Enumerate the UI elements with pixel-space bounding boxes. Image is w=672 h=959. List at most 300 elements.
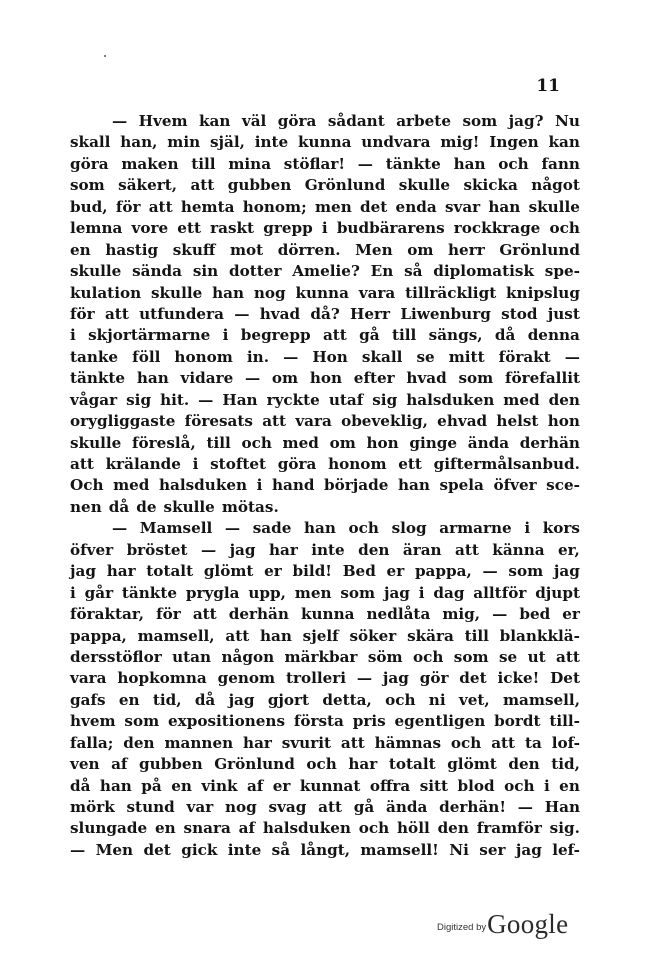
word: —	[357, 154, 373, 173]
word: pappa,	[414, 562, 472, 581]
word: stod	[501, 304, 538, 323]
digitization-attribution	[437, 906, 577, 938]
word: jag	[515, 840, 542, 859]
word: men	[314, 197, 352, 216]
text-line	[70, 583, 580, 604]
word: jag?	[508, 112, 544, 130]
word: af	[111, 755, 128, 774]
word: han	[259, 626, 292, 645]
word: det	[359, 197, 388, 216]
word: honom;	[242, 197, 307, 216]
word: hit.	[160, 390, 190, 409]
word: utfundera	[139, 304, 224, 323]
word: mamsell,	[502, 690, 580, 709]
word: ta	[524, 733, 542, 752]
word: skära	[407, 626, 454, 645]
text-line	[70, 411, 580, 432]
word: —	[283, 347, 299, 366]
word: skuff	[172, 240, 216, 259]
word: sådant	[327, 112, 385, 130]
word: har	[348, 755, 378, 774]
word: att	[148, 197, 173, 216]
word: kulation	[70, 283, 142, 302]
word: icke!	[497, 669, 540, 688]
word: expositionens	[168, 712, 285, 731]
word: och	[385, 690, 416, 709]
word: för	[70, 304, 95, 323]
word: skulle	[70, 433, 122, 452]
word: hand	[271, 476, 315, 495]
word: blod	[457, 776, 495, 795]
word: föll	[132, 347, 161, 366]
word: En	[370, 262, 394, 281]
word: i	[192, 455, 199, 473]
word: Amelie?	[292, 262, 360, 281]
word: på	[141, 776, 162, 795]
word: nog	[224, 798, 257, 816]
word: som	[70, 176, 105, 195]
word: märkbar	[284, 647, 358, 666]
word: en	[154, 819, 176, 838]
word: sade	[252, 519, 292, 538]
word: kunna	[300, 605, 355, 624]
word: i	[418, 583, 425, 602]
word: tänkte	[70, 369, 126, 388]
word: har	[268, 540, 298, 559]
word: och	[504, 776, 535, 795]
word: pappa,	[70, 626, 127, 645]
word: skulle	[528, 197, 580, 216]
word: och	[241, 433, 272, 452]
text-line	[70, 325, 580, 346]
text-line	[70, 197, 580, 218]
word: slog	[391, 519, 427, 538]
word: glömt	[203, 562, 254, 581]
word: men	[294, 583, 332, 602]
word: vågar	[70, 390, 118, 409]
word: vara	[295, 412, 332, 431]
word: er	[562, 605, 580, 624]
word: inte	[254, 133, 289, 152]
text-line	[70, 497, 580, 518]
word: —	[200, 540, 217, 559]
word: bed	[519, 605, 551, 624]
word: hvem	[70, 712, 116, 731]
word: med	[503, 390, 540, 409]
word: det	[143, 840, 171, 859]
word: något	[531, 176, 580, 195]
word: Ni	[449, 840, 469, 859]
text-line	[70, 540, 580, 561]
word: se	[416, 347, 435, 366]
word: totalt	[146, 562, 194, 581]
word: till	[191, 154, 216, 173]
word: mot	[229, 240, 264, 259]
word: höll	[397, 819, 430, 838]
word: svar	[444, 197, 481, 216]
word: de	[136, 497, 157, 516]
word: in.	[246, 347, 270, 366]
word: ett	[177, 219, 201, 238]
word: ser	[479, 840, 506, 859]
word: totalt	[388, 755, 436, 774]
word: långt,	[300, 840, 351, 859]
word: nen	[70, 497, 102, 516]
word: derhän	[519, 433, 580, 452]
word: derhän!	[439, 798, 507, 816]
word: att	[491, 733, 516, 752]
word: skulle	[70, 262, 122, 281]
word: som	[508, 562, 544, 581]
word: —	[112, 519, 128, 538]
word: förefallit	[504, 369, 580, 388]
word: undvara	[361, 133, 431, 152]
word: han,	[120, 133, 158, 152]
word: med	[113, 476, 150, 495]
word: i	[543, 776, 550, 795]
word: hon	[547, 412, 580, 431]
word: mörk	[70, 798, 115, 816]
word: —	[70, 840, 86, 859]
word: bordt	[494, 712, 541, 731]
word: vet,	[458, 690, 490, 709]
word: han	[488, 197, 521, 216]
text-line	[70, 561, 580, 582]
word: väl	[241, 112, 267, 130]
word: krälande	[105, 455, 181, 473]
word: hämnas	[374, 733, 442, 752]
word: stund	[126, 798, 175, 816]
word: för	[156, 605, 181, 624]
word: blankklä-	[499, 626, 580, 645]
word: —	[244, 369, 261, 388]
word: och	[306, 755, 337, 774]
google-wordmark: Google	[487, 909, 569, 939]
text-line	[70, 818, 580, 839]
word: svurit	[281, 733, 332, 752]
word: Han	[544, 798, 580, 816]
word: skall	[361, 347, 403, 366]
word: förakt	[498, 347, 551, 366]
word: halsduken	[158, 476, 248, 495]
word: dotter	[229, 262, 282, 281]
word: sitt	[419, 776, 449, 795]
word: var	[186, 798, 214, 816]
word: att	[225, 626, 250, 645]
word: Mamsell	[139, 519, 213, 538]
word: trolleri	[285, 669, 347, 688]
word: sin	[192, 262, 219, 281]
word: er	[264, 562, 282, 581]
word: ut	[527, 647, 546, 666]
word: mig!	[440, 133, 480, 152]
word: kors	[542, 519, 580, 538]
word: att	[104, 304, 129, 323]
text-line	[70, 754, 580, 775]
word: honom	[174, 347, 233, 366]
word: af	[238, 819, 256, 838]
text-line	[70, 261, 580, 282]
word: tid,	[152, 690, 182, 709]
word: mamsell!	[360, 840, 439, 859]
word: en	[559, 776, 580, 795]
text-line	[70, 668, 580, 689]
word: upp,	[248, 583, 286, 602]
word: stöflar!	[283, 154, 346, 173]
word: —	[482, 562, 498, 581]
word: kunnat	[299, 776, 361, 795]
word: och	[358, 819, 390, 838]
word: tid,	[551, 755, 580, 774]
word: han	[99, 776, 132, 795]
word: af	[246, 776, 264, 795]
text-line	[70, 283, 580, 304]
word: diplomatisk	[433, 262, 534, 281]
word: —	[564, 347, 580, 366]
word: känna	[492, 540, 545, 559]
word: helst	[496, 412, 539, 431]
text-line	[70, 776, 580, 797]
word: hvad	[406, 369, 447, 388]
word: vore	[131, 219, 169, 238]
word: svag	[268, 798, 307, 816]
word: inte	[311, 540, 345, 559]
word: den	[437, 819, 469, 838]
word: ni	[428, 690, 446, 709]
word: öfver	[70, 540, 114, 559]
word: raskt	[210, 219, 255, 238]
word: mannen	[164, 733, 234, 752]
word: söm	[367, 647, 403, 666]
word: att	[556, 647, 580, 666]
word: —	[112, 112, 128, 130]
word: er	[386, 562, 405, 581]
word: vara	[358, 283, 396, 302]
word: en	[118, 690, 140, 709]
word: Men	[95, 840, 134, 859]
text-line	[70, 840, 580, 861]
word: giftermålsanbud.	[433, 455, 580, 473]
word: göra	[70, 154, 109, 173]
word: i	[222, 326, 229, 345]
word: han	[303, 519, 336, 538]
word: och	[348, 519, 379, 538]
word: att	[192, 605, 217, 624]
text-line	[70, 175, 580, 196]
word: om	[329, 433, 356, 452]
word: Liwenburg	[400, 304, 491, 323]
word: Grönlund	[214, 755, 295, 774]
word: går	[84, 583, 114, 602]
word: Men	[355, 240, 393, 259]
word: ända	[467, 433, 510, 452]
word: bild!	[292, 562, 332, 581]
word: och	[498, 154, 529, 173]
word: gör	[419, 669, 449, 688]
word: ryckte	[266, 390, 320, 409]
word: vink	[201, 776, 238, 795]
word: som	[458, 369, 494, 388]
word: mötas.	[221, 497, 279, 516]
word: ginge	[409, 433, 458, 452]
word: och	[450, 733, 482, 752]
word: skulle	[163, 497, 215, 516]
word: att	[322, 326, 347, 345]
text-line	[70, 218, 580, 239]
word: skall	[70, 133, 111, 152]
word: inte	[227, 840, 262, 859]
word: —	[198, 390, 214, 409]
word: hastig	[105, 240, 159, 259]
text-line	[70, 690, 580, 711]
word: han	[453, 154, 486, 173]
word: att	[190, 176, 215, 195]
word: dag	[433, 583, 465, 602]
speck-mark	[104, 55, 106, 57]
word: enda	[395, 197, 437, 216]
word: han	[212, 283, 245, 302]
word: —	[517, 798, 533, 816]
word: den	[548, 390, 580, 409]
word: sig	[372, 390, 398, 409]
word: äran	[402, 540, 442, 559]
text-line	[70, 454, 580, 475]
word: falla;	[70, 733, 114, 752]
word: denna	[527, 326, 580, 345]
word: egentligen	[394, 712, 486, 731]
word: budbärarens	[336, 219, 445, 238]
word: ända	[386, 798, 428, 816]
word: utan	[172, 647, 212, 666]
word: hon	[309, 369, 343, 388]
word: se	[498, 647, 518, 666]
word: framför	[476, 819, 542, 838]
word: har	[243, 733, 272, 752]
word: Ingen	[489, 133, 539, 152]
word: själ,	[209, 133, 245, 152]
word: första	[293, 712, 344, 731]
word: så	[271, 840, 291, 859]
word: Hon	[312, 347, 348, 366]
word: mig,	[442, 605, 481, 624]
word: kunna	[295, 283, 349, 302]
text-line	[70, 518, 580, 539]
word: slungade	[70, 819, 148, 838]
word: gick	[181, 840, 218, 859]
word: i	[70, 583, 76, 602]
word: någon	[221, 647, 275, 666]
word: Hvem	[138, 112, 188, 130]
word: vara	[70, 669, 107, 688]
word: göra	[277, 112, 317, 130]
word: tänkte	[121, 583, 178, 602]
word: om	[407, 240, 434, 259]
word: sängs,	[428, 326, 483, 345]
word: i	[321, 219, 328, 238]
word: gjort	[267, 690, 310, 709]
word: det	[459, 669, 487, 688]
word: med	[282, 433, 319, 452]
word: tänkte	[385, 154, 441, 173]
text-line	[70, 626, 580, 647]
word: till	[391, 326, 417, 345]
word: spe-	[544, 262, 580, 281]
word: föreslå,	[132, 433, 196, 452]
body-text	[70, 111, 580, 861]
word: snara	[183, 819, 231, 838]
word: säkert,	[118, 176, 178, 195]
word: mamsell,	[137, 626, 215, 645]
word: som	[340, 583, 376, 602]
word: derhän	[228, 605, 289, 624]
word: Grönlund	[499, 240, 580, 259]
word: vidare	[180, 369, 234, 388]
word: en	[171, 776, 192, 795]
word: lef-	[552, 840, 580, 859]
word: jag	[228, 690, 255, 709]
word: söker	[349, 626, 397, 645]
word: alltför	[473, 583, 527, 602]
word: sjelf	[302, 626, 339, 645]
word: hemta	[180, 197, 235, 216]
word: lof-	[551, 733, 580, 752]
text-line	[70, 390, 580, 411]
word: fann	[541, 154, 580, 173]
word: prygla	[185, 583, 240, 602]
word: sig	[126, 390, 152, 409]
word: utaf	[328, 390, 364, 409]
word: Bed	[342, 562, 376, 581]
word: om	[271, 369, 299, 388]
text-line	[70, 304, 580, 325]
word: Och	[70, 476, 104, 495]
word: kan	[548, 133, 580, 152]
word: göra	[277, 455, 317, 473]
word: tillräckligt	[405, 283, 497, 302]
word: ett	[398, 455, 422, 473]
word: skulle	[150, 283, 203, 302]
word: grepp	[263, 219, 313, 238]
word: offra	[369, 776, 411, 795]
word: halsduken	[262, 819, 351, 838]
word: den	[358, 540, 390, 559]
word: maken	[121, 154, 179, 173]
word: arbete	[396, 112, 451, 130]
word: —	[234, 304, 250, 323]
word: hvad	[259, 304, 301, 323]
word: Han	[222, 390, 258, 409]
word: då	[108, 497, 130, 516]
word: efter	[353, 369, 395, 388]
word: pris	[352, 712, 386, 731]
word: som	[462, 112, 498, 130]
word: stoftet	[210, 455, 267, 473]
word: Det	[550, 669, 580, 688]
word: gubben	[227, 176, 292, 195]
word: obeveklig,	[341, 412, 428, 431]
text-line	[70, 711, 580, 732]
word: gå	[359, 326, 380, 345]
word: hon	[366, 433, 399, 452]
word: och	[412, 647, 444, 666]
word: spela	[439, 476, 484, 495]
word: armarne	[439, 519, 512, 538]
word: för	[115, 197, 141, 216]
text-line	[70, 733, 580, 754]
text-line	[70, 111, 580, 132]
word: Nu	[554, 112, 580, 130]
word: han	[136, 369, 169, 388]
